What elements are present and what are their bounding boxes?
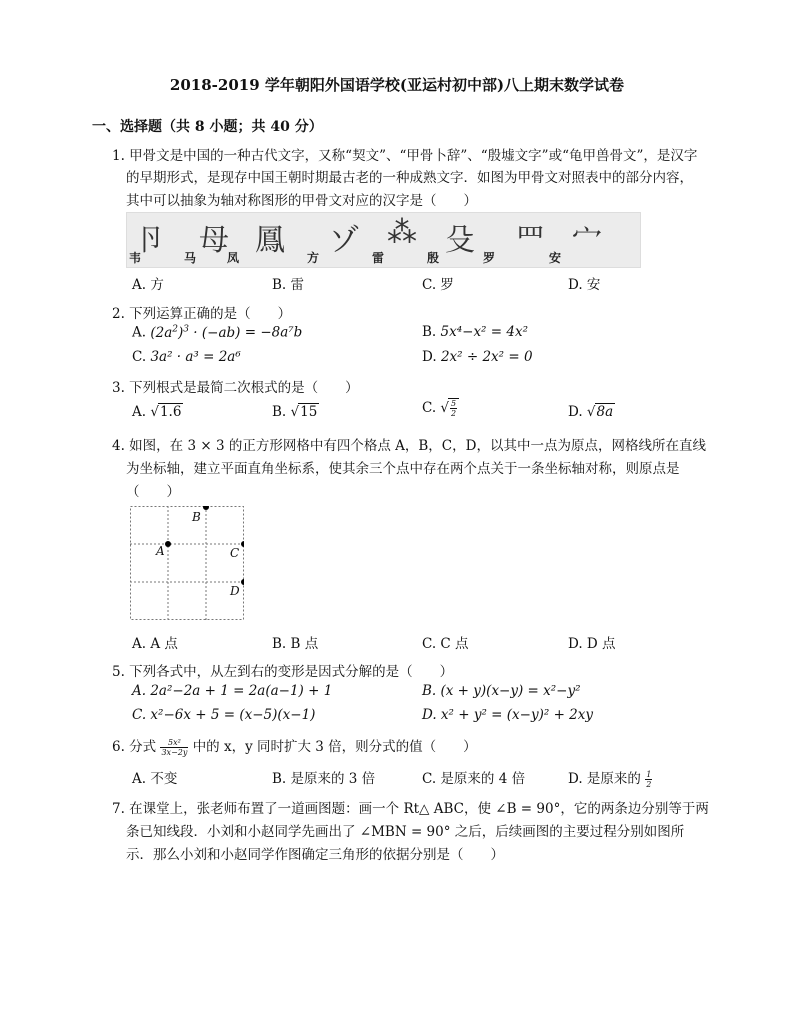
label-b: B [192,510,201,524]
q6-half-fraction [645,770,652,789]
exam-title: 2018-2019 学年朝阳外国语学校(亚运村初中部)八上期末数学试卷 [169,76,625,94]
q2-option-c[interactable] [132,349,241,365]
q1-option-a[interactable]: A. 方 [132,277,164,293]
q1-line-3: 其中可以抽象为轴对称图形的甲骨文对应的汉字是（ ） [126,193,477,209]
oracle-char-8: 安 [549,251,562,265]
q3-radicand-c-num: 5 [451,399,457,408]
q7-line-3: 示．那么小刘和小赵同学作图确定三角形的依据分别是（ ） [126,847,504,863]
q3-option-d[interactable]: D. √8a [568,404,614,420]
q3-radicand-a: 1.6 [159,404,182,420]
q4-option-d[interactable]: D. D 点 [568,636,616,652]
q2-option-b-letter: B. [422,324,437,340]
q6-stem [112,735,477,757]
oracle-char-4: 方 [307,251,320,265]
oracle-glyph-1: 卪 [135,223,165,258]
oracle-char-1: 韦 [129,251,142,265]
q5-option-a[interactable]: A. 2a²−2a + 1 = 2a(a−1) + 1 [132,683,333,699]
q6-option-c[interactable]: C. 是原来的 4 倍 [422,771,526,787]
point-d [241,579,244,585]
label-d: D [230,584,240,598]
q6-fraction [160,738,188,757]
q6-stem-post: 中的 x，y 同时扩大 3 倍，则分式的值（ ） [192,739,477,755]
q2-option-c-letter: C. [132,349,147,365]
q2-option-b[interactable] [422,324,528,340]
q1-line-2: 的早期形式，是现存中国王朝时期最古老的一种成熟文字．如图为甲骨文对照表中的部分内容， [126,170,693,186]
q4-line-3: （ ） [126,484,180,500]
q3-option-c-letter: C. [422,400,437,416]
q2-option-d[interactable] [422,349,533,365]
q6-frac-num: 5x² [160,738,188,748]
grid-svg [130,506,244,620]
oracle-glyph-4: ゾ [329,223,359,258]
oracle-char-5: 雷 [372,251,385,265]
oracle-char-7: 罗 [483,251,496,265]
q3-radicand-b: 15 [300,404,318,420]
q6-stem-pre: 6. 分式 [112,739,157,755]
oracle-glyph-3: 鳳 [255,223,285,258]
q2-option-a-letter: A. [132,324,147,341]
q5-option-b[interactable]: B. (x + y)(x−y) = x²−y² [422,683,581,699]
oracle-glyph-2: ⺟ [199,223,229,258]
oracle-char-6: 殷 [427,251,440,265]
q4-line-1: 4. 如图，在 3 × 3 的正方形网格中有四个格点 A，B，C，D，以其中一点为原点，网格线所在直线 [112,438,706,454]
section-heading: 一、选择题（共 8 小题；共 40 分） [92,119,323,135]
q6-frac-den: 3x−2y [161,748,188,757]
point-b [203,506,209,510]
q3-option-b[interactable]: B. √15 [272,404,318,420]
q3-option-a-letter: A. [132,404,147,420]
oracle-glyph-8: 宀 [572,223,602,258]
point-a [165,541,171,547]
point-c [241,541,244,547]
q5-option-c[interactable]: C. x²−6x + 5 = (x−5)(x−1) [132,707,316,723]
q2-option-a[interactable]: A. $(2a^2)^3 \cdot (-ab) = -8a^7b$ [132,324,303,341]
oracle-char-3: 凤 [227,251,240,265]
q3-radicand-d: 8a [596,404,614,420]
q6-option-d[interactable] [568,767,652,789]
q6-half-num: 1 [646,770,652,779]
q6-option-d-text: D. 是原来的 [568,771,641,787]
q3-stem: 3. 下列根式是最简二次根式的是（ ） [112,380,359,396]
q1-option-b[interactable]: B. 雷 [272,277,305,293]
q7-line-1: 7. 在课堂上，张老师布置了一道画图题：画一个 Rt△ ABC，使 ∠B = 90°，它的两条边分别等于两 [112,801,709,817]
q2-option-d-letter: D. [422,349,437,365]
q3-option-a[interactable]: A. √1.6 [132,404,182,420]
q5-stem: 5. 下列各式中，从左到右的变形是因式分解的是（ ） [112,664,454,680]
q1-option-c[interactable]: C. 罗 [422,277,454,293]
q2-option-c-expr: 3a² · a³ = 2a⁶ [150,349,241,365]
q2-option-a-expr: = −8a⁷b [240,324,303,341]
oracle-glyph-5: ⁂ [387,215,417,250]
q6-option-b[interactable]: B. 是原来的 3 倍 [272,771,376,787]
q4-option-b[interactable]: B. B 点 [272,636,319,652]
q1-option-d[interactable]: D. 安 [568,277,601,293]
oracle-glyph-7: 罒 [515,223,545,258]
q6-option-a[interactable]: A. 不变 [132,771,178,787]
q3-option-d-letter: D. [568,404,583,420]
q4-line-2: 为坐标轴，建立平面直角坐标系，使其余三个点中存在两个点关于一条坐标轴对称，则原点是 [126,461,680,477]
oracle-char-2: 马 [184,251,197,265]
q1-line-1: 1. 甲骨文是中国的一种古代文字，又称“契文”、“甲骨卜辞”、“殷墟文字”或“龟甲兽骨文”，是汉字 [112,148,698,164]
oracle-glyph-6: 殳 [445,223,475,258]
q7-line-2: 条已知线段．小刘和小赵同学先画出了 ∠MBN = 90° 之后，后续画图的主要过程分别如图所 [126,824,685,840]
label-c: C [230,546,240,560]
q2-option-d-expr: 2x² ÷ 2x² = 0 [440,349,533,365]
label-a: A [156,544,165,558]
q2-option-b-expr: 5x⁴−x² = 4x² [440,324,528,340]
q2-stem: 2. 下列运算正确的是（ ） [112,306,292,322]
q3-option-c[interactable]: C. √ $\frac{5}{2}$ [422,398,459,418]
q4-option-c[interactable]: C. C 点 [422,636,469,652]
q6-half-den: 2 [646,780,652,789]
q5-option-d[interactable]: D. x² + y² = (x−y)² + 2xy [422,707,593,723]
oracle-bone-table [126,212,641,268]
q3-option-b-letter: B. [272,404,287,420]
q3-radicand-c-den: 2 [451,409,457,418]
q4-grid-figure [130,506,244,620]
q4-option-a[interactable]: A. A 点 [132,636,178,652]
